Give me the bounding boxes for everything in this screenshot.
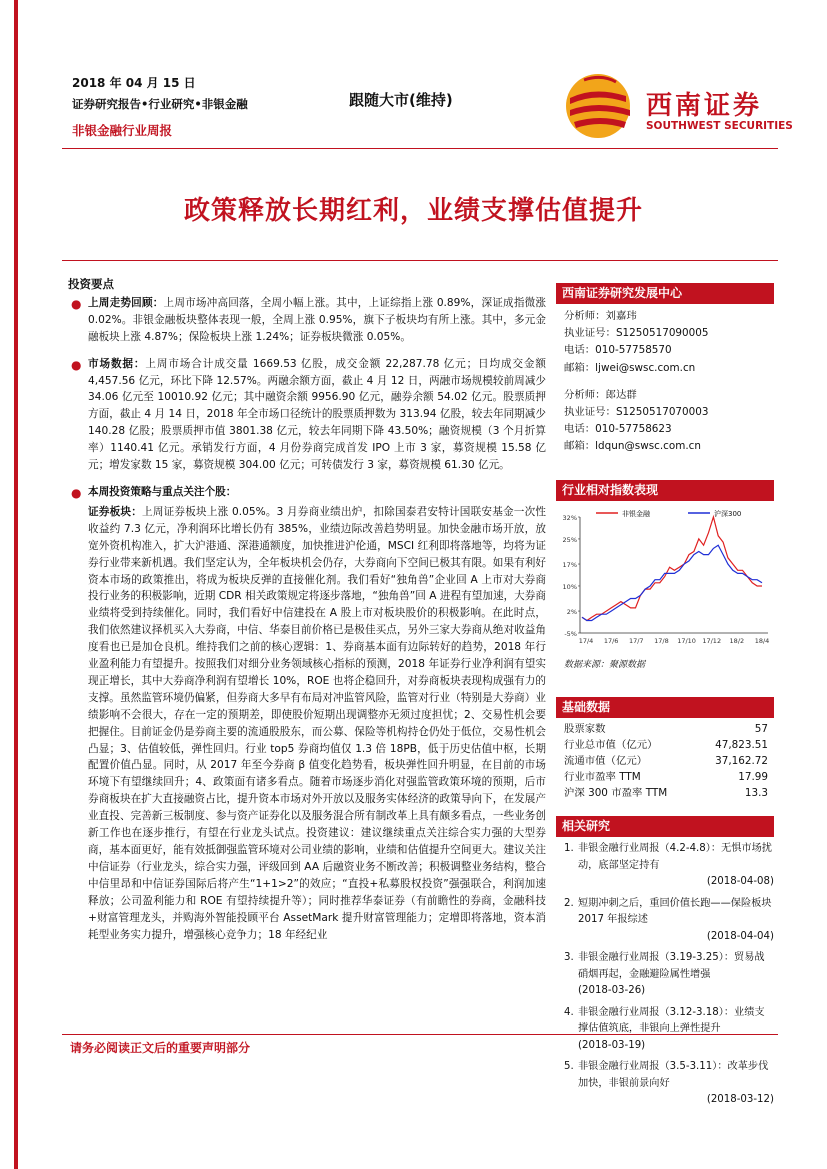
table-row xyxy=(556,753,774,769)
market-data-label: 市场数据： xyxy=(88,357,146,370)
y-tick-label: -5% xyxy=(564,630,577,638)
list-item[interactable]: 3. 非银金融行业周报（3.19-3.25）：贸易战硝烟再起，金融避险属性增强 (2018-03-26) xyxy=(564,952,765,996)
row-label: 沪深 300 市盈率 TTM xyxy=(564,787,668,799)
row-label: 行业市盈率 TTM xyxy=(564,771,641,783)
market-data-paragraph xyxy=(88,356,546,474)
x-tick-label: 17/8 xyxy=(654,637,669,645)
securities-block xyxy=(68,504,546,944)
table-row xyxy=(556,737,774,753)
analyst-name: 分析师：刘嘉玮 xyxy=(564,310,637,322)
analyst-phone: 电话：010-57758570 xyxy=(564,344,672,357)
x-tick-label: 17/10 xyxy=(677,637,696,645)
market-data-text: 上周市场合计成交量 1669.53 亿股，成交金额 22,287.78 亿元；日均成交金额 4,457.56 亿元，环比下降 12.57%。两融余额方面，截止 4 月 12 日，两融市场规模较前周减少 34.06 亿元至 10010.92 亿元；其中融资余额 9956.90 亿元，融券余额 54.02 亿元。股票质押方面，截止 4 月 14 日，2018 年全市场口径统计的股票质押数为 313.94 亿股，较去年同期减少 140.28 亿股；股票质押市值 3801.38 亿元，较去年同期下降 43.50%；融资规模（3 个月折算率）1140.41 亿元。承销发行方面，4 月份券商完成首发 IPO 上市 3 家，募资规模 15.58 亿元；增发家数 15 家，募资规模 304.00 亿元；可转债发行 3 家，募资规模 61.30 亿元。 xyxy=(88,357,547,472)
legend-label: 沪深300 xyxy=(714,510,742,518)
row-value: 17.99 xyxy=(738,771,768,783)
weekly-trend-block xyxy=(68,295,546,346)
basic-data-section xyxy=(556,697,774,801)
weekly-trend-label: 上周走势回顾： xyxy=(88,296,164,309)
weekly-trend-paragraph xyxy=(88,295,546,346)
analyst-name: 分析师：郎达群 xyxy=(564,388,637,401)
bullet-icon: ● xyxy=(71,357,82,372)
footer-rule xyxy=(62,1034,778,1035)
x-tick-label: 17/7 xyxy=(628,637,644,645)
table-row xyxy=(556,785,774,801)
analyst-email[interactable]: 邮箱：ldqun@swsc.com.cn xyxy=(564,440,701,453)
y-tick-label: 10% xyxy=(562,582,577,591)
row-value: 37,162.72 xyxy=(715,755,768,767)
list-item[interactable]: 1. 非银金融行业周报（4.2-4.8）：无惧市场扰动，底部坚定持有 (2018-04-08) xyxy=(564,843,774,887)
securities-label: 证券板块： xyxy=(88,505,143,518)
chart-source: 数据来源：聚源数据 xyxy=(564,660,646,670)
list-item[interactable]: 5. 非银金融行业周报（3.5-3.11）：改革步伐加快，非银前景向好 (2018-03-12) xyxy=(564,1061,774,1105)
basic-data-heading: 基础数据 xyxy=(556,697,774,718)
left-edge-bar xyxy=(14,0,18,1169)
y-tick-label: 2% xyxy=(566,608,577,617)
bullet-icon: ● xyxy=(71,296,82,311)
chart-heading: 行业相对指数表现 xyxy=(556,480,774,501)
legend-label: 非银金融 xyxy=(622,510,650,518)
header-rule xyxy=(62,148,778,149)
analyst-phone: 电话：010-57758623 xyxy=(564,423,672,436)
y-tick-label: 32% xyxy=(562,514,577,522)
bullet-icon: ● xyxy=(71,485,82,500)
title-rule xyxy=(62,260,778,261)
row-label: 股票家数 xyxy=(564,723,606,735)
report-series: 非银金融行业周报 xyxy=(72,123,173,138)
logo-text-en: SOUTHWEST SECURITIES xyxy=(646,120,793,132)
market-data-block xyxy=(68,356,546,474)
x-tick-label: 18/4 xyxy=(754,637,770,645)
row-value: 13.3 xyxy=(744,787,768,799)
row-value: 47,823.51 xyxy=(715,739,768,751)
key-points-column xyxy=(68,276,546,943)
relative-index-chart xyxy=(556,507,774,655)
report-type: 证券研究报告•行业研究•非银金融 xyxy=(72,97,248,111)
footer-disclaimer: 请务必阅读正文后的重要声明部分 xyxy=(70,1041,251,1055)
weekly-trend-text: 上周市场冲高回落，全周小幅上涨。其中，上证综指上涨 0.89%，深证成指微涨 0.02%。非银金融板块整体表现一般，全周上涨 0.95%，旗下子板块均有所上涨。其中，多元金融板块上涨 4.87%；保险板块上涨 1.24%；证券板块微涨 0.05%。 xyxy=(88,296,546,343)
strategy-heading: 本周投资策略与重点关注个股： xyxy=(88,485,237,498)
sidebar-column xyxy=(556,283,774,456)
analyst-license: 执业证号：S1250517070003 xyxy=(564,406,709,419)
row-label: 行业总市值（亿元） xyxy=(564,739,658,751)
report-date: 2018 年 04 月 15 日 xyxy=(72,76,196,90)
logo-mark xyxy=(564,72,636,140)
y-tick-label: 25% xyxy=(562,535,577,544)
logo-text-cn: 西南证券 xyxy=(646,91,763,121)
related-research-section xyxy=(556,816,774,1114)
analyst-license: 执业证号：S1250517090005 xyxy=(564,327,709,340)
chart-section xyxy=(556,480,774,670)
x-tick-label: 17/4 xyxy=(578,637,594,645)
x-tick-label: 17/12 xyxy=(702,637,722,645)
x-tick-label: 17/6 xyxy=(603,637,619,645)
table-row xyxy=(556,721,774,737)
analyst-1 xyxy=(556,308,774,377)
x-tick-label: 18/2 xyxy=(729,637,745,645)
y-tick-label: 17% xyxy=(562,561,577,570)
list-item[interactable]: 2. 短期冲刺之后，重回价值长跑——保险板块 2017 年报综述 (2018-04-04) xyxy=(564,897,774,942)
rating: 跟随大市(维持) xyxy=(349,91,453,109)
securities-paragraph xyxy=(88,504,546,944)
list-item[interactable]: 4. 非银金融行业周报（3.12-3.18）：业绩支撑估值筑底，非银向上弹性提升 (2018-03-19) xyxy=(564,1006,765,1051)
series-line-1 xyxy=(582,517,762,621)
related-research-heading: 相关研究 xyxy=(556,816,774,837)
securities-text: 上周证券板块上涨 0.05%。3 月券商业绩出炉，扣除国泰君安特计国联安基金一次性收益约 7.3 亿元，净利润环比增长仍有 385%，业绩边际改善趋势明显。加快金融市场开放，放宽外资机构准入，扩大沪港通、深港通额度，加快推进沪伦通，MSCI 红利即将落地等，均将为证券行业带来新机遇。我们坚定认为，全年板块机会仍存，大券商向下空间已极其有限。如果有利好资本市场的政策推出，将成为板块反弹的直接催化剂。我们看好“独角兽”企业回 A 上市对大券商投行业务的积极影响，近期 CDR 相关政策规定将逐步落地，“独角兽”回 A 进程有望加速，大券商业绩将受到持续催化。同时，我们看好中信建投在 A 股上市对板块股价的积极影响。在此时点，我们依然建议择机买入大券商，中信、华泰目前价格已是极佳买点，另外三家大券商从绝对收益角度看也已是加仓良机。维持我们之前的核心逻辑：1、券商基本面有边际转好的趋势，2018 年行业盈利能力有望提升。按照我们对细分业务领域核心指标的预测，2018 年证券行业净利润有望实现正增长，其中大券商净利润有望增长 10%，ROE 也将企稳回升，对券商板块表现构成强有力的支撑。虽然监管环境仍偏紧，但券商大多早有布局对冲监管风险，监管对行业（特别是大券商）业绩影响不会很大，存在一定的预期差，即使股价短期出现调整亦无须过度担忧；2、交易性机会要把握住。目前证金仍是券商主要的流通股股东，而公募、保险等机构持仓仍处于低位，交易性机会凸显；3、估值较低，弹性回归。行业 top5 券商均值仅 1.3 倍 18PB，低于历史估值中枢，长期配置价值凸显。同时，从 2017 年至今券商 β 值变化趋势看，板块弹性回升明显，在目前的市场环境下有望继续回升；4、政策面有诸多看点。随着市场逐步消化对强监管政策环境的预期，后市券商板块在扩大直接融资占比，提升资本市场对外开放以及服务实体经济的政策导向下，在发展产业直投、完善新三板制度、参与资产证券化以及服务混合所有制改革上具有颇多看点，一些业务创新工作也在逐步推行，有望在行业龙头试点。投资建议：建议继续重点关注综合实力强的大型券商，基本面更好，能有效抵御强监管环境对公司业绩的影响，业绩和估值提升空间更大。建议关注中信证券（行业龙头，综合实力强，评级回到 AA 后融资业务不断改善；积极调整业务结构，整合中信里昂和中信证券国际后将产生“1+1>2”的效应；“直投+私募股权投资”强强联合，利润加速释放；公司盈利能力和 ROE 有望持续提升等）；同时推荐华泰证券（有前瞻性的券商，金融科技+财富管理龙头，并购海外智能投顾平台 AssetMark 提升财富管理能力；定增即将落地，资本消耗型业务实力提升，增强核心竞争力；18 年经纪业 xyxy=(88,505,546,941)
key-points-heading: 投资要点 xyxy=(68,277,114,291)
strategy-heading-block xyxy=(68,484,546,501)
table-row xyxy=(556,769,774,785)
research-center-heading: 西南证券研究发展中心 xyxy=(556,283,774,304)
row-label: 流通市值（亿元） xyxy=(564,755,648,767)
analyst-2 xyxy=(556,387,774,456)
row-value: 57 xyxy=(754,723,768,735)
report-title: 政策释放长期红利，业绩支撑估值提升 xyxy=(183,196,643,226)
analyst-email[interactable]: 邮箱：ljwei@swsc.com.cn xyxy=(564,361,696,374)
basic-data-table xyxy=(556,721,774,801)
related-research-list xyxy=(556,841,774,1109)
